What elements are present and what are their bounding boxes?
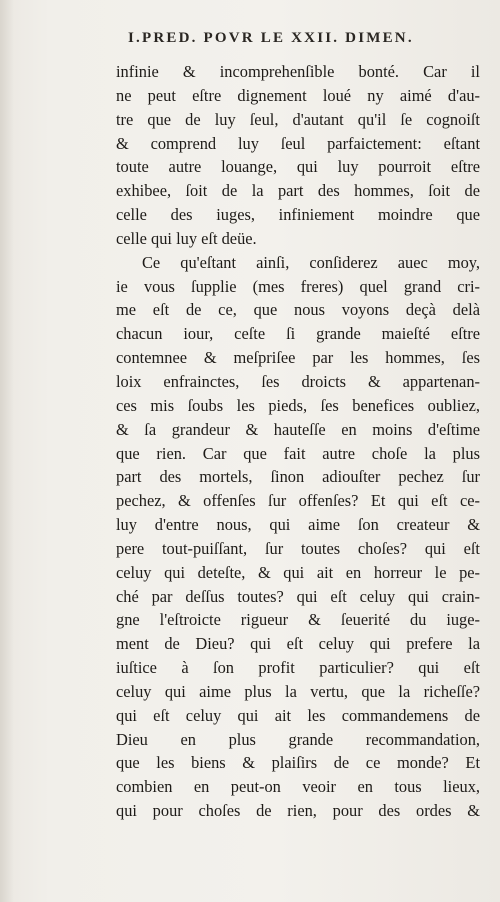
text-line: celle qui luy eſt deüe.	[116, 228, 257, 248]
text-line: contemnee & meſpriſee par les hommes, ſes	[116, 348, 480, 368]
text-line: iuſtice à ſon profit particulier? qui eſt	[116, 658, 480, 678]
text-line: part des mortels, ſinon adiouſter pechez ſur	[116, 467, 480, 487]
text-line: celle des iuges, infiniement moindre que	[116, 205, 480, 225]
text-line: loix enfrainctes, ſes droicts & appartenan-	[116, 371, 480, 391]
text-line: ché par deſſus toutes? qui eſt celuy qui crain-	[116, 586, 480, 606]
text-line: pechez, & offenſes ſur offenſes? Et qui eſt ce-	[116, 491, 480, 511]
text-line: ne peut eſtre dignement loué ny aimé d'au-	[116, 85, 480, 105]
text-line: chacun iour, ceſte ſi grande maieſté eſtre	[116, 324, 480, 344]
text-line: exhibee, ſoit de la part des hommes, ſoit de	[116, 181, 480, 201]
text-line: combien en peut-on veoir en tous lieux,	[116, 777, 480, 797]
gutter-shadow	[0, 0, 14, 902]
text-line: me eſt de ce, que nous voyons deçà delà	[116, 300, 480, 320]
paragraph-start-line: Ce qu'eſtant ainſi, conſiderez auec moy,	[142, 252, 480, 272]
text-line: que les biens & plaiſirs de ce monde? Et	[116, 753, 480, 773]
text-line: & ſa grandeur & hauteſſe en moins d'eſtime	[116, 419, 480, 439]
text-line: Dieu en plus grande recommandation,	[116, 729, 480, 749]
text-line: qui pour choſes de rien, pour des ordes &	[116, 801, 480, 821]
text-line: qui eſt celuy qui ait les commandemens de	[116, 705, 480, 725]
text-line: tre que de luy ſeul, d'autant qu'il ſe cognoiſt	[116, 109, 480, 129]
text-line: toute autre louange, qui luy pourroit eſtre	[116, 157, 480, 177]
text-line: luy d'entre nous, qui aime ſon createur &	[116, 515, 480, 535]
text-line: pere tout-puiſſant, ſur toutes choſes? qui eſt	[116, 538, 480, 558]
text-line: que rien. Car que fait autre choſe la plus	[116, 443, 480, 463]
text-line: ie vous ſupplie (mes freres) quel grand cri-	[116, 276, 480, 296]
text-line: ces mis ſoubs les pieds, ſes benefices oubliez,	[116, 395, 480, 415]
text-line: gne l'eſtroicte rigueur & ſeuerité du iuge-	[116, 610, 480, 630]
text-line: infinie & incomprehenſible bonté. Car il	[116, 62, 480, 81]
text-line: ment de Dieu? qui eſt celuy qui prefere la	[116, 634, 480, 654]
text-line: celuy qui deteſte, & qui ait en horreur le pe-	[116, 562, 480, 582]
running-head: I.PRED. POVR LE XXII. DIMEN.	[128, 30, 414, 46]
text-line: & comprend luy ſeul parfaictement: eſtant	[116, 133, 480, 153]
text-line: celuy qui aime plus la vertu, que la richeſſe?	[116, 681, 480, 701]
body-text	[116, 60, 480, 823]
